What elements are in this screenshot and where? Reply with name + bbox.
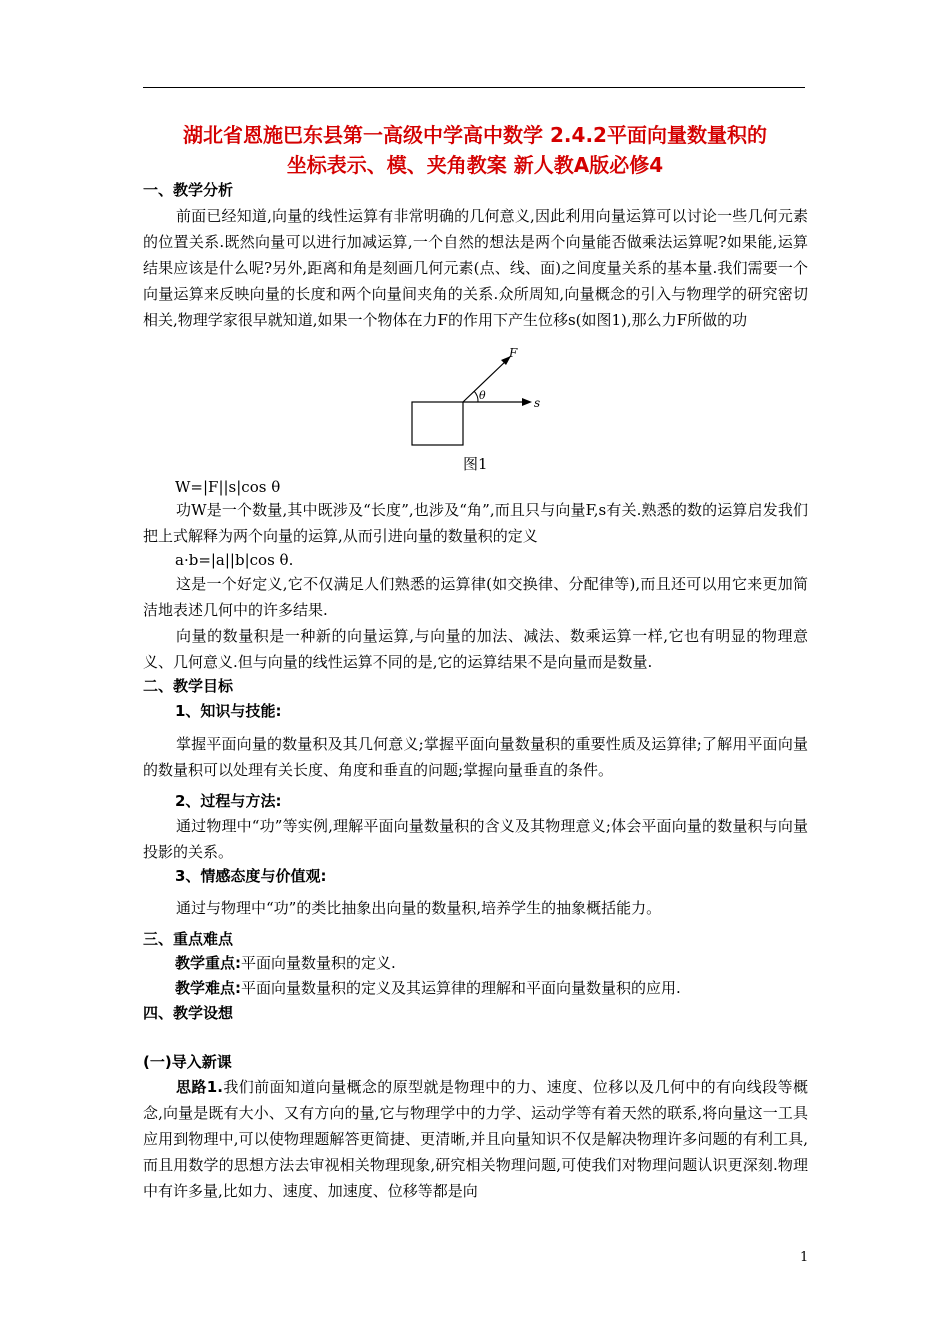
formula-dot-product: a·b=|a||b|cos θ. xyxy=(175,551,294,569)
paragraph-knowledge: 掌握平面向量的数量积及其几何意义;掌握平面向量数量积的重要性质及运算律;了解用平面向量的数量积可以处理有关长度、角度和垂直的问题;掌握向量垂直的条件。 xyxy=(143,735,808,779)
block-rect xyxy=(412,402,463,445)
figure-caption: 图1 xyxy=(463,455,488,473)
label-F: F xyxy=(509,346,518,360)
document-title xyxy=(140,120,810,180)
paragraph-intro: 前面已经知道,向量的线性运算有非常明确的几何意义,因此利用向量运算可以讨论一些几何元素的位置关系.既然向量可以进行加减运算,一个自然的想法是两个向量能否做乘法运算呢?如果能,运算结果应该是什么呢?另外,距离和角是刻画几何元素(点、线、面)之间度量关系的基本量.我们需要一个向量运算来反映向量的长度和两个向量间夹角的关系.众所周知,向量概念的引入与物理学的研究密切相关,物理学家很早就知道,如果一个物体在力F的作用下产生位移s(如图1),那么力F所做的功 xyxy=(143,207,808,329)
angle-arc xyxy=(474,391,478,402)
section-heading-2: 二、教学目标 xyxy=(143,677,234,695)
title-line-2: 坐标表示、模、夹角教案 新人教A版必修4 xyxy=(286,153,664,177)
section-heading-1: 一、教学分析 xyxy=(143,181,234,199)
subheading-knowledge: 1、知识与技能: xyxy=(175,702,282,720)
title-line-1: 湖北省恩施巴东县第一高级中学高中数学 2.4.2平面向量数量积的 xyxy=(183,123,767,147)
key-point xyxy=(175,952,396,974)
key-point-label: 教学重点: xyxy=(175,954,241,972)
subheading-process: 2、过程与方法: xyxy=(175,792,282,810)
header-rule xyxy=(143,87,805,88)
paragraph-work: 功W是一个数量,其中既涉及“长度”,也涉及“角”,而且只与向量F,s有关.熟悉的数的运算启发我们把上式解释为两个向量的运算,从而引进向量的数量积的定义 xyxy=(143,501,808,545)
paragraph-process: 通过物理中“功”等实例,理解平面向量数量积的含义及其物理意义;体会平面向量的数量积与向量投影的关系。 xyxy=(143,817,808,861)
difficult-point-label: 教学难点: xyxy=(175,979,241,997)
label-theta: θ xyxy=(479,389,486,402)
paragraph-idea-1 xyxy=(143,1074,808,1204)
difficult-point-text: 平面向量数量积的定义及其运算律的理解和平面向量数量积的应用. xyxy=(241,979,681,997)
section-heading-4: 四、教学设想 xyxy=(143,1004,234,1022)
formula-work: W=|F||s|cos θ xyxy=(175,478,281,496)
label-s: s xyxy=(534,396,540,410)
idea-text: 我们前面知道向量概念的原型就是物理中的力、速度、位移以及几何中的有向线段等概念,向量是既有大小、又有方向的量,它与物理学中的力学、运动学等有着天然的联系,将向量这一工具应用到物理中,可以使物理题解答更简捷、更清晰,并且向量知识不仅是解决物理许多问题的有利工具,而且用数学的思想方法去审视相关物理现象,研究相关物理问题,可使我们对物理问题认识更深刻.物理中有许多量,比如力、速度、加速度、位移等都是向 xyxy=(143,1078,808,1200)
paragraph-meaning: 向量的数量积是一种新的向量运算,与向量的加法、减法、数乘运算一样,它也有明显的物理意义、几何意义.但与向量的线性运算不同的是,它的运算结果不是向量而是数量. xyxy=(143,627,808,671)
paragraph-attitude: 通过与物理中“功”的类比抽象出向量的数量积,培养学生的抽象概括能力。 xyxy=(176,899,662,917)
page-number: 1 xyxy=(800,1250,809,1265)
idea-label: 思路1. xyxy=(176,1078,223,1096)
displacement-arrowhead xyxy=(522,398,532,406)
paragraph-definition: 这是一个好定义,它不仅满足人们熟悉的运算律(如交换律、分配律等),而且还可以用它来更加简洁地表述几何中的许多结果. xyxy=(143,575,808,619)
section-heading-3: 三、重点难点 xyxy=(143,930,234,948)
subheading-attitude: 3、情感态度与价值观: xyxy=(175,867,327,885)
figure-force-displacement xyxy=(410,345,540,450)
difficult-point xyxy=(175,977,681,999)
key-point-text: 平面向量数量积的定义. xyxy=(241,954,396,972)
subheading-intro-lesson: (一)导入新课 xyxy=(143,1053,232,1071)
